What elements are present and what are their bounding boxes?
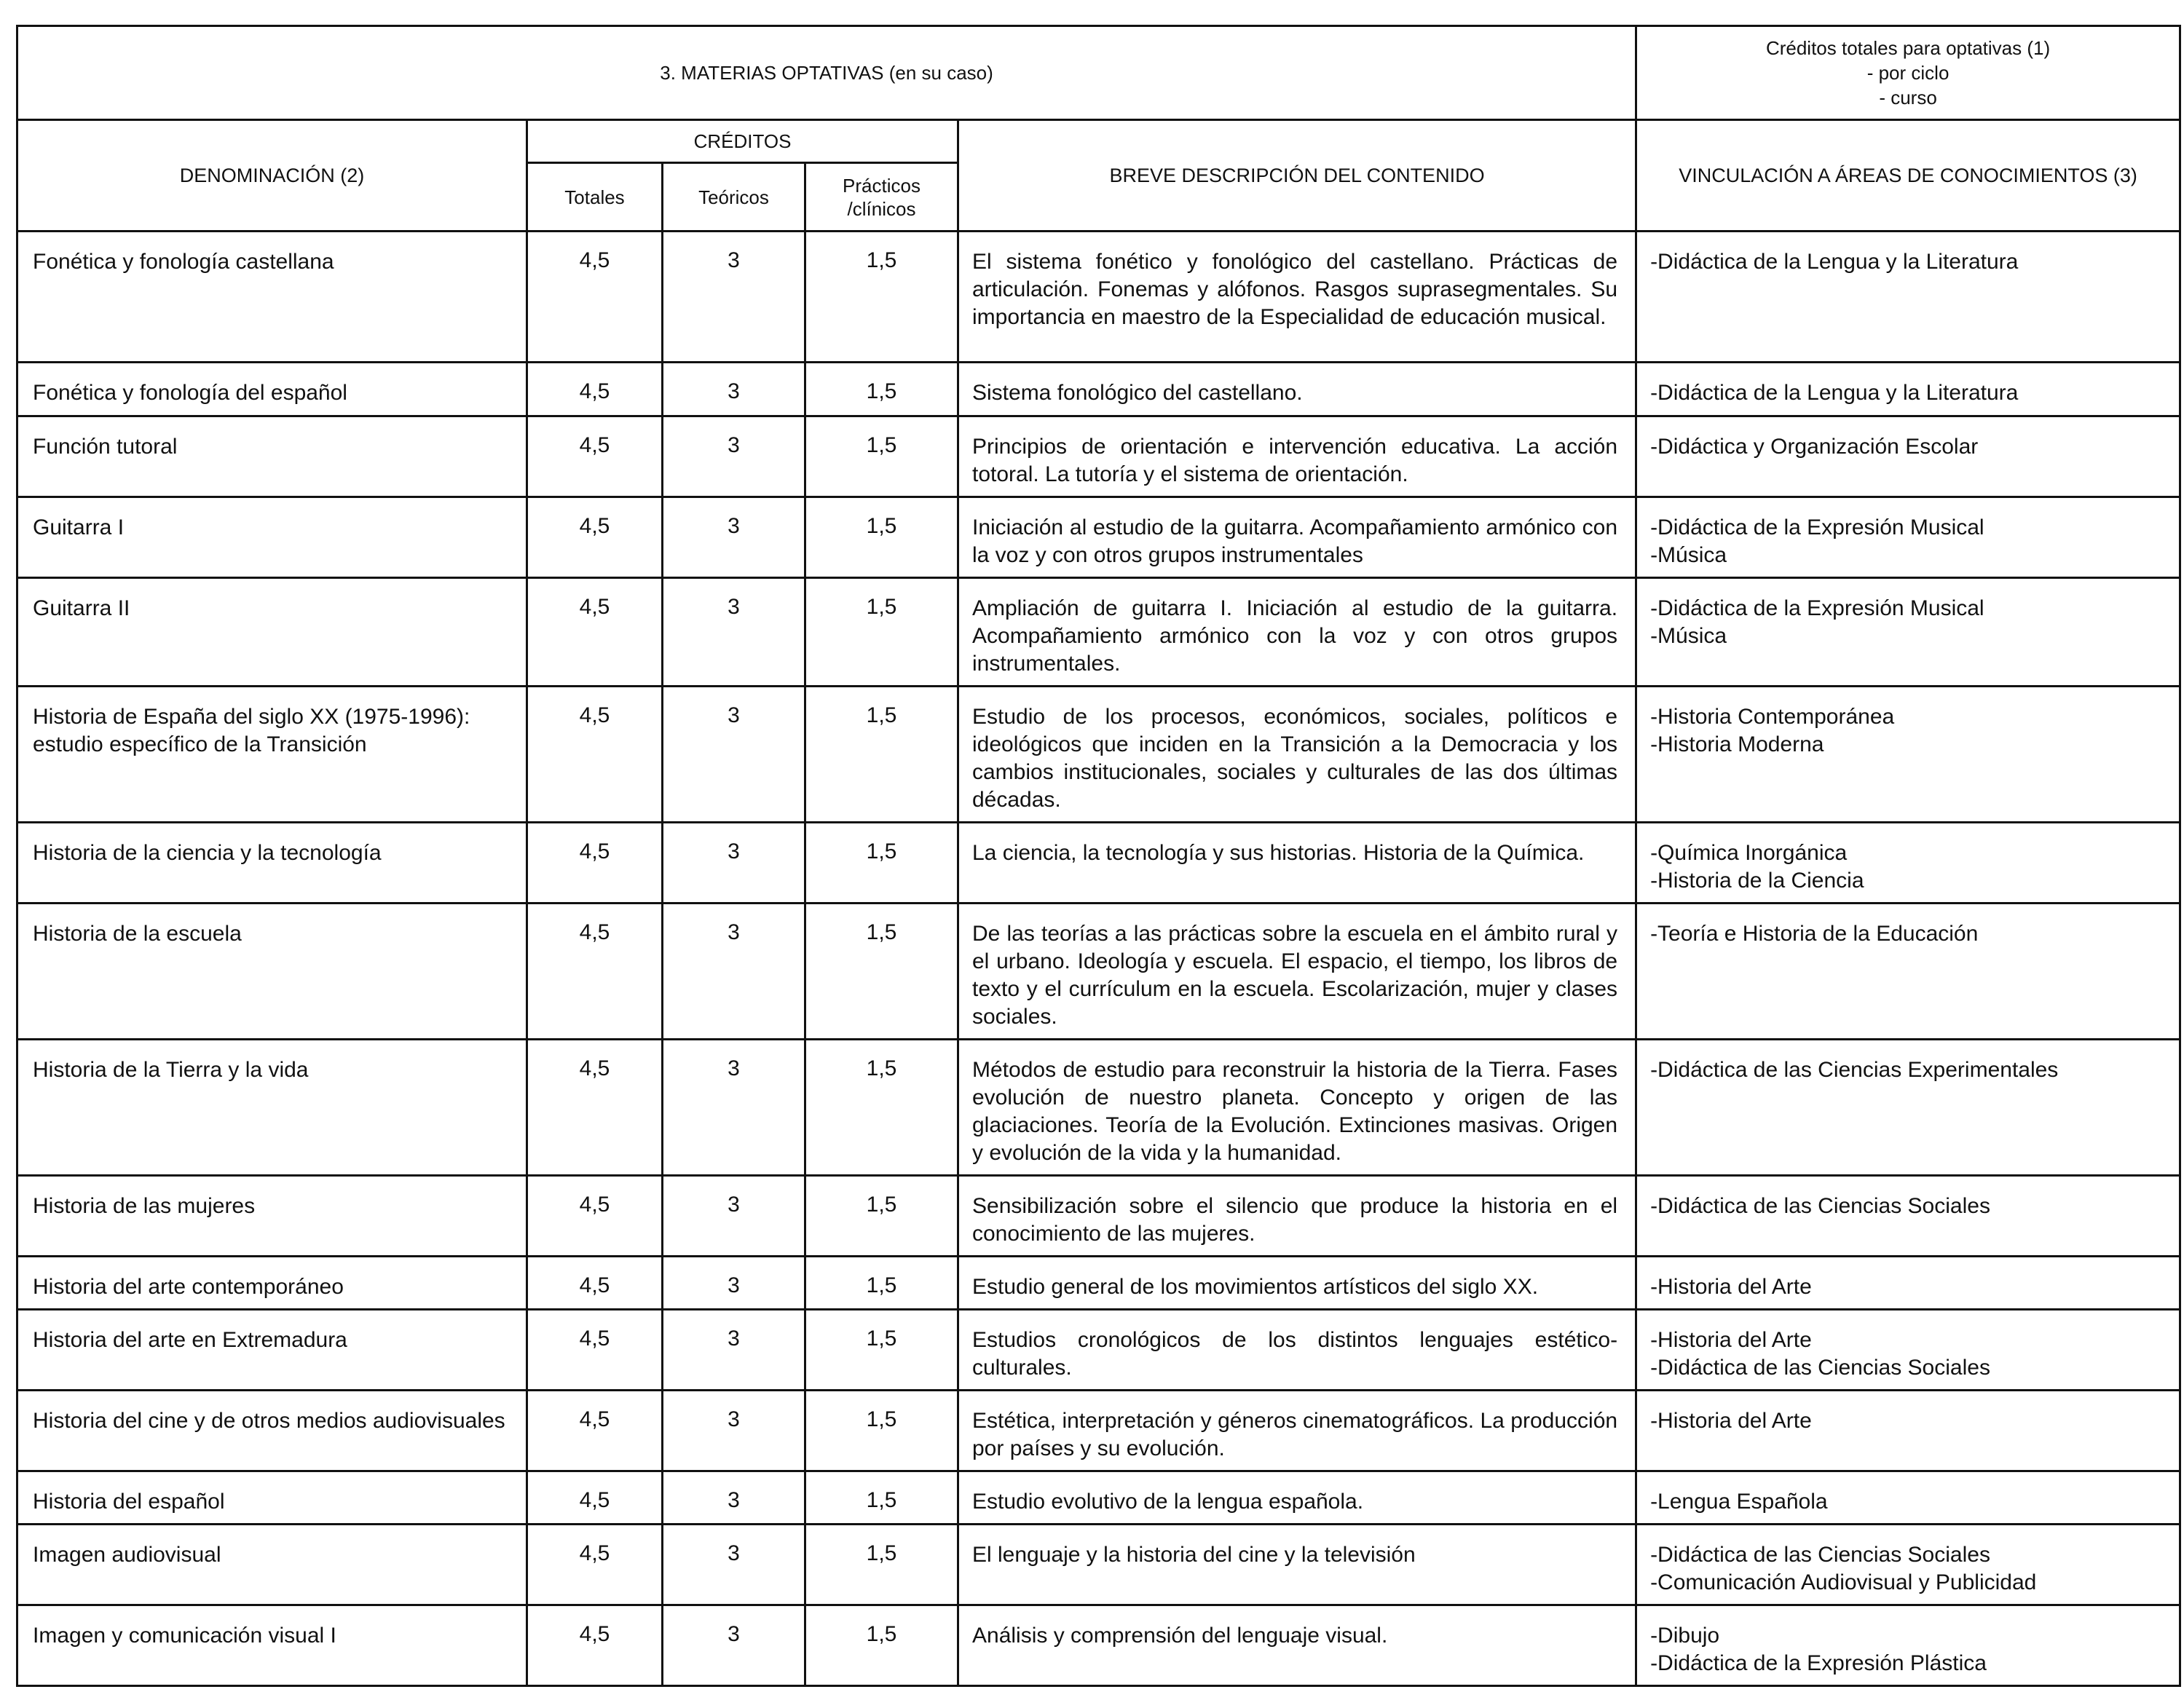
knowledge-areas bbox=[1636, 1525, 2180, 1605]
content-description: Métodos de estudio para reconstruir la historia de la Tierra. Fases evolución de nuestro planeta. Concepto y origen de las glaciaciones. Teoría de la Evolución. Extinciones masivas. Origen y evolución de la vida y la humanidad. bbox=[958, 1040, 1636, 1176]
table-row bbox=[17, 687, 2180, 823]
table-row bbox=[17, 1391, 2180, 1471]
knowledge-areas bbox=[1636, 363, 2180, 416]
credits-practicos: 1,5 bbox=[805, 823, 958, 904]
col-header-vinculacion: VINCULACIÓN A ÁREAS DE CONOCIMIENTOS (3) bbox=[1636, 120, 2180, 232]
creditos-ciclo-line: - por ciclo bbox=[1866, 62, 1950, 84]
credits-totales: 4,5 bbox=[527, 1525, 663, 1605]
credits-practicos: 1,5 bbox=[805, 687, 958, 823]
subject-name: Historia del arte en Extremadura bbox=[17, 1310, 527, 1391]
knowledge-areas bbox=[1636, 1040, 2180, 1176]
knowledge-area-item: -Historia de la Ciencia bbox=[1650, 869, 1864, 893]
subject-name: Historia del español bbox=[17, 1471, 527, 1525]
knowledge-area-item: -Comunicación Audiovisual y Publicidad bbox=[1650, 1570, 2037, 1594]
content-description: Estudio de los procesos, económicos, sociales, políticos e ideológicos que inciden en la Transición a la Democracia y los cambios institucionales, sociales y culturales de las dos últimas décadas. bbox=[958, 687, 1636, 823]
subject-name: Historia del arte contemporáneo bbox=[17, 1257, 527, 1310]
knowledge-area-item: -Didáctica de la Lengua y la Literatura bbox=[1650, 250, 2019, 274]
knowledge-area-item: -Historia Contemporánea bbox=[1650, 705, 1895, 729]
knowledge-area-item: -Lengua Española bbox=[1650, 1490, 1828, 1514]
credits-teoricos: 3 bbox=[663, 578, 805, 687]
subject-name: Historia de España del siglo XX (1975-1996): estudio específico de la Transición bbox=[17, 687, 527, 823]
table-row bbox=[17, 904, 2180, 1040]
knowledge-areas bbox=[1636, 1257, 2180, 1310]
knowledge-areas bbox=[1636, 416, 2180, 497]
content-description: Sistema fonológico del castellano. bbox=[958, 363, 1636, 416]
col-header-practicos: Prácticos /clínicos bbox=[805, 163, 958, 232]
knowledge-area-item: -Didáctica de las Ciencias Sociales bbox=[1650, 1356, 1990, 1380]
content-description: De las teorías a las prácticas sobre la escuela en el ámbito rural y el urbano. Ideología y escuela. El espacio, el tiempo, los libros de texto y el currículum en la escuela. Escolarización, mujer y clases sociales. bbox=[958, 904, 1636, 1040]
creditos-totales-cell bbox=[1636, 26, 2180, 120]
credits-totales: 4,5 bbox=[527, 1391, 663, 1471]
credits-practicos: 1,5 bbox=[805, 578, 958, 687]
table-row bbox=[17, 363, 2180, 416]
credits-teoricos: 3 bbox=[663, 416, 805, 497]
knowledge-areas bbox=[1636, 1391, 2180, 1471]
credits-totales: 4,5 bbox=[527, 232, 663, 363]
table-row bbox=[17, 1176, 2180, 1257]
col-header-creditos: CRÉDITOS bbox=[527, 120, 958, 163]
subject-name: Historia de las mujeres bbox=[17, 1176, 527, 1257]
table-row bbox=[17, 497, 2180, 578]
credits-totales: 4,5 bbox=[527, 1605, 663, 1686]
credits-teoricos: 3 bbox=[663, 823, 805, 904]
content-description: Ampliación de guitarra I. Iniciación al estudio de la guitarra. Acompañamiento armónico con la voz y con otros grupos instrumentales. bbox=[958, 578, 1636, 687]
credits-teoricos: 3 bbox=[663, 904, 805, 1040]
knowledge-area-item: -Dibujo bbox=[1650, 1624, 1720, 1648]
knowledge-area-item: -Didáctica y Organización Escolar bbox=[1650, 435, 1979, 459]
knowledge-areas bbox=[1636, 497, 2180, 578]
knowledge-area-item: -Didáctica de la Lengua y la Literatura bbox=[1650, 381, 2019, 405]
content-description: Estudios cronológicos de los distintos lenguajes estético-culturales. bbox=[958, 1310, 1636, 1391]
table-row bbox=[17, 578, 2180, 687]
credits-practicos: 1,5 bbox=[805, 904, 958, 1040]
credits-totales: 4,5 bbox=[527, 687, 663, 823]
credits-totales: 4,5 bbox=[527, 363, 663, 416]
credits-practicos: 1,5 bbox=[805, 1471, 958, 1525]
knowledge-areas bbox=[1636, 578, 2180, 687]
credits-practicos: 1,5 bbox=[805, 1391, 958, 1471]
table-row bbox=[17, 1257, 2180, 1310]
knowledge-area-item: -Didáctica de la Expresión Musical bbox=[1650, 596, 1984, 620]
col-header-teoricos: Teóricos bbox=[663, 163, 805, 232]
credits-totales: 4,5 bbox=[527, 1310, 663, 1391]
col-header-totales: Totales bbox=[527, 163, 663, 232]
credits-totales: 4,5 bbox=[527, 1176, 663, 1257]
knowledge-areas bbox=[1636, 1471, 2180, 1525]
credits-teoricos: 3 bbox=[663, 497, 805, 578]
credits-totales: 4,5 bbox=[527, 1040, 663, 1176]
knowledge-area-item: -Historia Moderna bbox=[1650, 732, 1824, 756]
subject-name: Imagen y comunicación visual I bbox=[17, 1605, 527, 1686]
credits-practicos: 1,5 bbox=[805, 1605, 958, 1686]
section-title: 3. MATERIAS OPTATIVAS (en su caso) bbox=[17, 26, 1636, 120]
knowledge-area-item: -Didáctica de las Ciencias Experimentales bbox=[1650, 1058, 2059, 1082]
table-row bbox=[17, 1310, 2180, 1391]
subject-name: Historia de la ciencia y la tecnología bbox=[17, 823, 527, 904]
subject-name: Historia del cine y de otros medios audiovisuales bbox=[17, 1391, 527, 1471]
credits-totales: 4,5 bbox=[527, 497, 663, 578]
content-description: Análisis y comprensión del lenguaje visual. bbox=[958, 1605, 1636, 1686]
credits-teoricos: 3 bbox=[663, 1040, 805, 1176]
knowledge-areas bbox=[1636, 823, 2180, 904]
knowledge-area-item: -Didáctica de la Expresión Plástica bbox=[1650, 1651, 1987, 1675]
credits-practicos: 1,5 bbox=[805, 363, 958, 416]
content-description: El sistema fonético y fonológico del castellano. Prácticas de articulación. Fonemas y alófonos. Rasgos suprasegmentales. Su importancia en maestro de la Especialidad de educación musical. bbox=[958, 232, 1636, 363]
credits-practicos: 1,5 bbox=[805, 1310, 958, 1391]
credits-teoricos: 3 bbox=[663, 232, 805, 363]
content-description: El lenguaje y la historia del cine y la televisión bbox=[958, 1525, 1636, 1605]
document-page bbox=[16, 25, 2179, 1687]
knowledge-area-item: -Historia del Arte bbox=[1650, 1275, 1812, 1299]
table-row bbox=[17, 1471, 2180, 1525]
knowledge-areas bbox=[1636, 1176, 2180, 1257]
credits-totales: 4,5 bbox=[527, 1257, 663, 1310]
credits-practicos: 1,5 bbox=[805, 1176, 958, 1257]
content-description: Estudio evolutivo de la lengua española. bbox=[958, 1471, 1636, 1525]
content-description: Iniciación al estudio de la guitarra. Acompañamiento armónico con la voz y con otros grupos instrumentales bbox=[958, 497, 1636, 578]
credits-teoricos: 3 bbox=[663, 1257, 805, 1310]
credits-teoricos: 3 bbox=[663, 1310, 805, 1391]
knowledge-area-item: -Historia del Arte bbox=[1650, 1409, 1812, 1433]
subject-name: Fonética y fonología del español bbox=[17, 363, 527, 416]
knowledge-areas bbox=[1636, 904, 2180, 1040]
credits-totales: 4,5 bbox=[527, 904, 663, 1040]
knowledge-area-item: -Música bbox=[1650, 624, 1727, 648]
knowledge-area-item: -Didáctica de la Expresión Musical bbox=[1650, 515, 1984, 539]
knowledge-areas bbox=[1636, 1310, 2180, 1391]
content-description: Estudio general de los movimientos artísticos del siglo XX. bbox=[958, 1257, 1636, 1310]
subject-name: Imagen audiovisual bbox=[17, 1525, 527, 1605]
credits-practicos: 1,5 bbox=[805, 416, 958, 497]
credits-practicos: 1,5 bbox=[805, 1525, 958, 1605]
credits-practicos: 1,5 bbox=[805, 232, 958, 363]
creditos-totales-line: Créditos totales para optativas (1) bbox=[1765, 37, 2051, 59]
credits-totales: 4,5 bbox=[527, 1471, 663, 1525]
table-row bbox=[17, 823, 2180, 904]
credits-practicos: 1,5 bbox=[805, 497, 958, 578]
knowledge-area-item: -Teoría e Historia de la Educación bbox=[1650, 922, 1979, 946]
knowledge-areas bbox=[1636, 232, 2180, 363]
content-description: La ciencia, la tecnología y sus historias. Historia de la Química. bbox=[958, 823, 1636, 904]
credits-teoricos: 3 bbox=[663, 1605, 805, 1686]
content-description: Sensibilización sobre el silencio que produce la historia en el conocimiento de las mujeres. bbox=[958, 1176, 1636, 1257]
credits-teoricos: 3 bbox=[663, 1176, 805, 1257]
subject-name: Historia de la escuela bbox=[17, 904, 527, 1040]
content-description: Estética, interpretación y géneros cinematográficos. La producción por países y su evolución. bbox=[958, 1391, 1636, 1471]
credits-teoricos: 3 bbox=[663, 363, 805, 416]
credits-teoricos: 3 bbox=[663, 1471, 805, 1525]
credits-teoricos: 3 bbox=[663, 687, 805, 823]
knowledge-area-item: -Didáctica de las Ciencias Sociales bbox=[1650, 1194, 1990, 1218]
col-header-descripcion: BREVE DESCRIPCIÓN DEL CONTENIDO bbox=[958, 120, 1636, 232]
credits-teoricos: 3 bbox=[663, 1525, 805, 1605]
table-row bbox=[17, 416, 2180, 497]
subject-name: Guitarra I bbox=[17, 497, 527, 578]
subject-name: Función tutoral bbox=[17, 416, 527, 497]
table-row bbox=[17, 1040, 2180, 1176]
subject-name: Guitarra II bbox=[17, 578, 527, 687]
knowledge-area-item: -Química Inorgánica bbox=[1650, 841, 1848, 865]
knowledge-area-item: -Didáctica de las Ciencias Sociales bbox=[1650, 1543, 1990, 1567]
credits-totales: 4,5 bbox=[527, 416, 663, 497]
credits-totales: 4,5 bbox=[527, 823, 663, 904]
credits-practicos: 1,5 bbox=[805, 1040, 958, 1176]
credits-teoricos: 3 bbox=[663, 1391, 805, 1471]
col-header-denominacion: DENOMINACIÓN (2) bbox=[17, 120, 527, 232]
knowledge-area-item: -Música bbox=[1650, 543, 1727, 567]
subject-name: Historia de la Tierra y la vida bbox=[17, 1040, 527, 1176]
table-row bbox=[17, 1525, 2180, 1605]
knowledge-area-item: -Historia del Arte bbox=[1650, 1328, 1812, 1352]
knowledge-areas bbox=[1636, 1605, 2180, 1686]
credits-practicos: 1,5 bbox=[805, 1257, 958, 1310]
table-row bbox=[17, 232, 2180, 363]
subject-name: Fonética y fonología castellana bbox=[17, 232, 527, 363]
knowledge-areas bbox=[1636, 687, 2180, 823]
content-description: Principios de orientación e intervención educativa. La acción totoral. La tutoría y el sistema de orientación. bbox=[958, 416, 1636, 497]
credits-totales: 4,5 bbox=[527, 578, 663, 687]
creditos-curso-line: - curso bbox=[1879, 87, 1937, 108]
optativas-table bbox=[16, 25, 2181, 1687]
table-row bbox=[17, 1605, 2180, 1686]
